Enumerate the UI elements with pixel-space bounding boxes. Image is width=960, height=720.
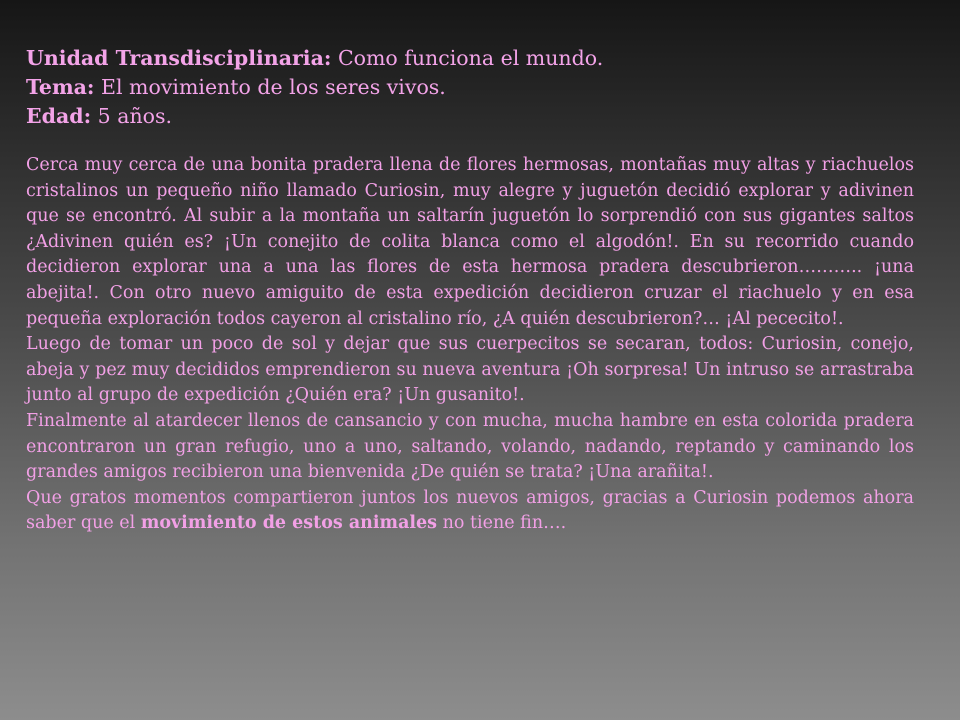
story-paragraph-4	[26, 486, 914, 537]
tema-label: Tema:	[26, 75, 95, 99]
story-p4-emphasis: movimiento de estos animales	[140, 513, 438, 534]
edad-value: 5 años.	[91, 104, 173, 128]
tema-value: El movimiento de los seres vivos.	[94, 75, 446, 99]
story-p4-before: Que gratos momentos compartieron juntos los nuevos amigos, gracias a Curiosin podemos ahora saber que el	[26, 487, 914, 534]
story-paragraph-2: Luego de tomar un poco de sol y dejar que sus cuerpecitos se secaran, todos: Curiosin, conejo, abeja y pez muy decididos emprendieron su nueva aventura ¡Oh sorpresa! Un intruso se arrastraba junto al grupo de expedición ¿Quién era? ¡Un gusanito!.	[26, 334, 914, 406]
edad-line	[26, 102, 914, 131]
slide-content	[26, 44, 914, 537]
unidad-line	[26, 44, 914, 73]
unidad-value: Como funciona el mundo.	[331, 46, 604, 70]
unidad-label: Unidad Transdisciplinaria:	[26, 46, 332, 70]
story-paragraph-3: Finalmente al atardecer llenos de cansancio y con mucha, mucha hambre en esta colorida pradera encontraron un gran refugio, uno a uno, saltando, volando, nadando, reptando y caminando los grandes amigos recibieron una bienvenida ¿De quién se trata? ¡Una arañita!.	[26, 410, 914, 483]
edad-label: Edad:	[26, 104, 92, 128]
story-body	[26, 153, 914, 537]
tema-line	[26, 73, 914, 102]
story-p4-after: no tiene fin….	[437, 513, 567, 534]
story-paragraph-1: Cerca muy cerca de una bonita pradera llena de flores hermosas, montañas muy altas y riachuelos cristalinos un pequeño niño llamado Curiosin, muy alegre y juguetón decidió explorar y adivinen que se encontró. Al subir a la montaña un saltarín juguetón lo sorprendió con sus gigantes saltos ¿Adivinen quién es? ¡Un conejito de colita blanca como el algodón!. En su recorrido cuando decidieron explorar una a una las flores de esta hermosa pradera descubrieron……….. ¡una abejita!. Con otro nuevo amiguito de esta expedición decidieron cruzar el riachuelo y en esa pequeña exploración todos cayeron al cristalino río, ¿A quién descubrieron?… ¡Al pececito!.	[26, 155, 914, 329]
